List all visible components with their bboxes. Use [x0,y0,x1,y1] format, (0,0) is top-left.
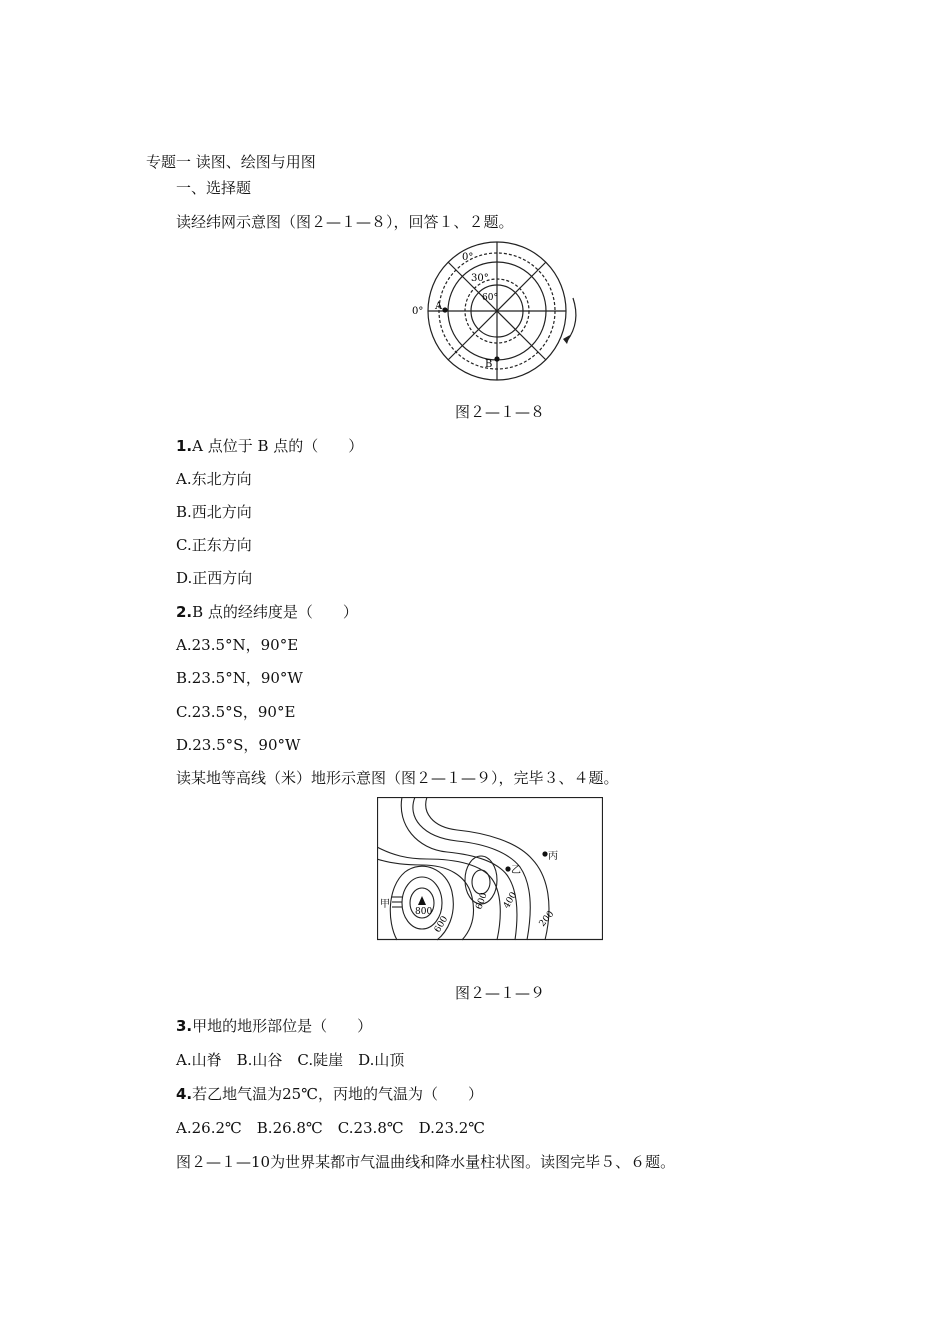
label-200: 200 [537,909,557,929]
options-4: A.26.2℃ B.26.8℃ C.23.8℃ D.23.2℃ [176,1119,486,1137]
label-lat60: 60° [482,293,498,303]
point-bing-marker [542,851,547,856]
label-point-b: B [485,359,493,370]
point-yi-marker [505,866,510,871]
question-stem: 甲地的地形部位是（ ） [192,1017,373,1035]
arrow-head-icon [563,335,570,344]
option-2b: B.23.5°N，90°W [176,669,303,687]
question-number: 4. [176,1085,193,1103]
label-lon0-left: 0° [412,306,424,317]
option-2d: D.23.5°S，90°W [176,736,301,754]
label-lat30: 30° [471,273,489,284]
label-400: 400 [501,890,520,911]
question-number: 1. [176,437,193,455]
question-stem: 若乙地气温为25℃，丙地的气温为（ ） [192,1085,484,1103]
figure-contour-map [377,797,603,941]
figure-caption-1: 图２—１—８ [455,403,546,421]
intro-q3-q4: 读某地等高线（米）地形示意图（图２—１—９），完毕３、４题。 [176,769,619,787]
option-2c: C.23.5°S，90°E [176,703,296,721]
label-point-a: A [435,301,443,312]
point-a-marker [442,307,447,312]
option-1a: A.东北方向 [176,470,252,488]
question-3 [176,1016,372,1036]
question-number: 3. [176,1017,193,1035]
label-jia: 甲 [380,899,390,910]
question-4 [176,1084,483,1104]
rotation-arrow [567,298,576,341]
label-800: 800 [415,907,433,917]
label-yi: 乙 [511,865,521,876]
label-600-left: 600 [432,914,451,935]
question-stem: B 点的经纬度是（ ） [192,603,358,621]
question-1 [176,436,363,456]
option-1b: B.西北方向 [176,503,252,521]
question-2 [176,602,358,622]
intro-q5-q6: 图２—１—10为世界某都市气温曲线和降水量柱状图。读图完毕５、６题。 [176,1153,676,1171]
label-lon0-top: 0° [462,252,474,263]
figure-graticule [405,238,585,384]
figure-caption-2: 图２—１—９ [455,984,546,1002]
document-title: 专题一 读图、绘图与用图 [146,153,316,171]
intro-q1-q2: 读经纬网示意图（图２—１—８），回答１、２题。 [176,213,514,231]
option-1d: D.正西方向 [176,569,253,587]
question-number: 2. [176,603,193,621]
option-2a: A.23.5°N，90°E [176,636,299,654]
option-1c: C.正东方向 [176,536,252,554]
label-bing: 丙 [548,851,558,862]
section-heading: 一、选择题 [176,179,252,197]
point-b-marker [494,356,499,361]
options-3: A.山脊 B.山谷 C.陡崖 D.山顶 [176,1051,405,1069]
label-600-right: 600 [474,891,490,912]
question-stem: A 点位于 B 点的（ ） [192,437,364,455]
